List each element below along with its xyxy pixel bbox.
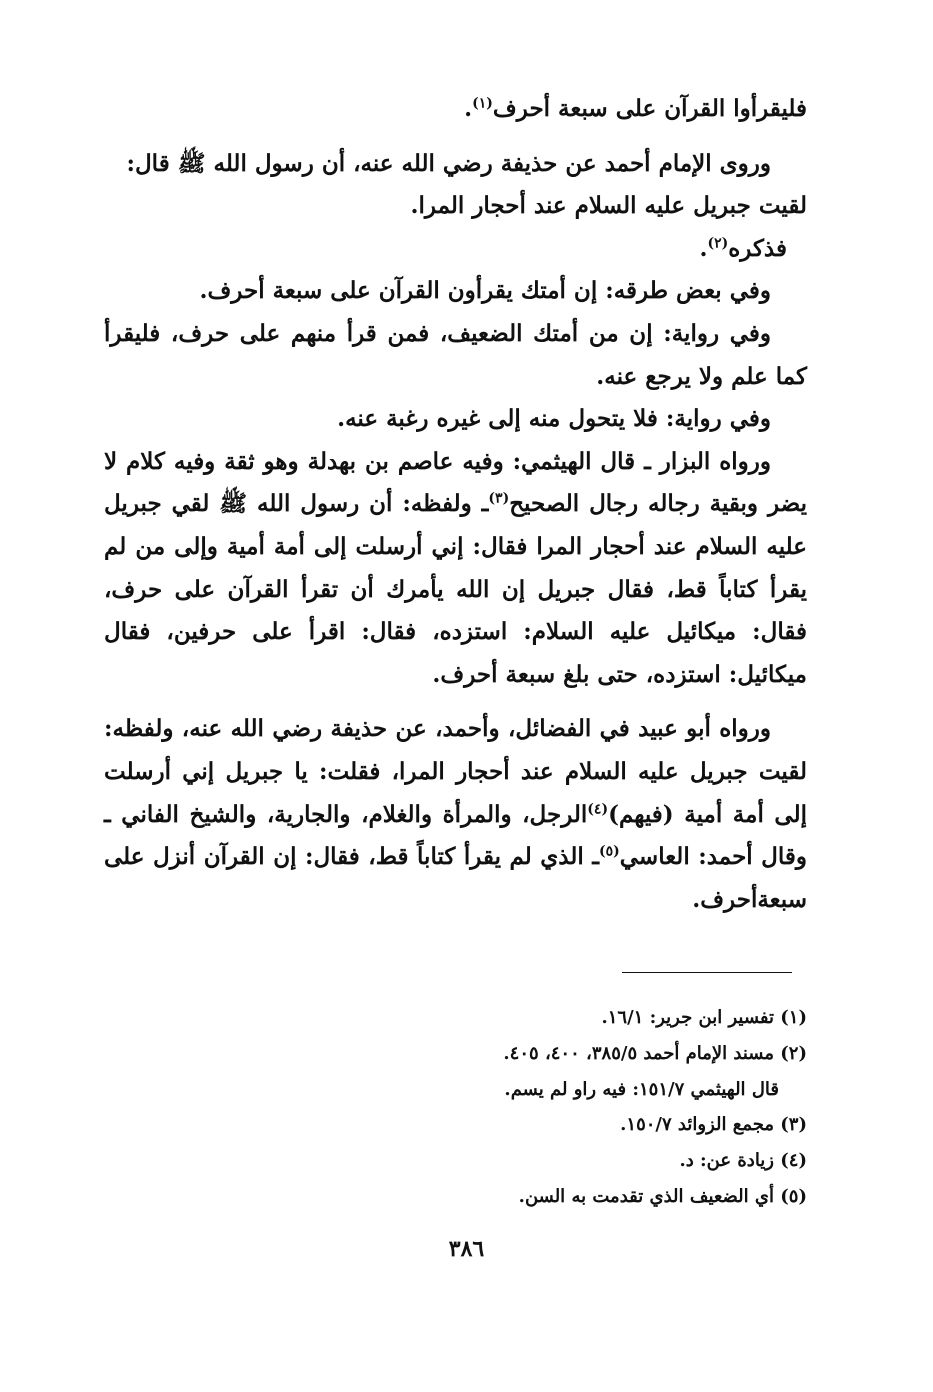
footnote-ref-5: (٥) xyxy=(598,843,620,860)
footnote-1: (١) تفسير ابن جرير: ١٦/١. xyxy=(601,1007,807,1028)
paragraph-8 xyxy=(104,708,807,921)
footnote-ref-2: (٢) xyxy=(707,235,729,252)
paragraph-8-part-2: الرجل، والمرأة والغلام، والجارية، والشيخ الفاني ـ وقال أحمد: العاسي xyxy=(104,800,807,871)
footnote-ref-4: (٤) xyxy=(587,800,609,817)
paragraph-1-end: . xyxy=(464,95,473,122)
footnote-ref-3: (٣) xyxy=(488,490,510,507)
footnote-ref-1: (١) xyxy=(472,95,493,112)
footnote-4: (٤) زيادة عن: د. xyxy=(679,1150,807,1172)
paragraph-3-end: . xyxy=(699,234,708,262)
footnote-2-continuation: قال الهيثمي ١٥١/٧: فيه راو لم يسم. xyxy=(504,1078,779,1100)
page-number: ٣٨٦ xyxy=(448,1236,485,1262)
paragraph-3-text: فذكره xyxy=(728,234,787,262)
footnote-3: (٣) مجمع الزوائد ١٥٠/٧. xyxy=(620,1114,807,1136)
paragraph-3 xyxy=(104,228,807,271)
paragraph-8-part-1: ورواه أبو عبيد في الفضائل، وأحمد، عن حذيفة رضي الله عنه، ولفظه: لقيت جبريل عليه السلام عند أحجار المرا، فقلت: يا جبريل إني أرسلت إلى أمة أمية (فيهم) xyxy=(104,715,807,828)
paragraph-1-text: فليقرأوا القرآن على سبعة أحرف xyxy=(492,95,807,122)
paragraph-2-line-2: لقيت جبريل عليه السلام عند أحجار المرا. xyxy=(410,192,807,220)
paragraph-5: وفي رواية: إن من أمتك الضعيف، فمن قرأ منهم على حرف، فليقرأ كما علم ولا يرجع عنه. xyxy=(104,319,807,390)
paragraph-7-part-1: ورواه البزار ـ قال الهيثمي: وفيه عاصم بن بهدلة وهو ثقة وفيه كلام لا يضر وبقية رجاله رجال الصحيح xyxy=(104,447,807,518)
paragraph-2-line-1: وروى الإمام أحمد عن حذيفة رضي الله عنه، أن رسول الله ﷺ قال: xyxy=(126,149,771,177)
paragraph-4: وفي بعض طرقه: إن أمتك يقرأون القرآن على سبعة أحرف. xyxy=(199,277,771,305)
main-text xyxy=(104,88,807,921)
footnote-5: (٥) أي الضعيف الذي تقدمت به السن. xyxy=(518,1185,807,1207)
paragraph-1 xyxy=(104,88,807,131)
paragraph-6: وفي رواية: فلا يتحول منه إلى غيره رغبة عنه. xyxy=(337,405,771,433)
footnote-2: (٢) مسند الإمام أحمد ٣٨٥/٥، ٤٠٠، ٤٠٥. xyxy=(503,1042,807,1064)
footnotes xyxy=(104,1000,807,1215)
paragraph-2 xyxy=(104,143,807,228)
paragraph-7 xyxy=(104,441,807,697)
footnote-separator xyxy=(622,972,792,973)
paragraph-7-part-2: ـ ولفظه: أن رسول الله ﷺ لقي جبريل عليه السلام عند أحجار المرا فقال: إني أرسلت إلى أمة أمية وإلى من لم يقرأ كتاباً قط، فقال جبريل إن الله يأمرك أن تقرأ القرآن على حرف، فقال: ميكائيل عليه السلام: استزده، فقال: اقرأ على حرفين، فقال ميكائيل: استزده، حتى بلغ سبعة أحرف. xyxy=(104,490,807,688)
paragraph-8-part-3: ـ الذي لم يقرأ كتاباً قط، فقال: إن القرآن أنزل على سبعةأحرف. xyxy=(104,843,807,913)
